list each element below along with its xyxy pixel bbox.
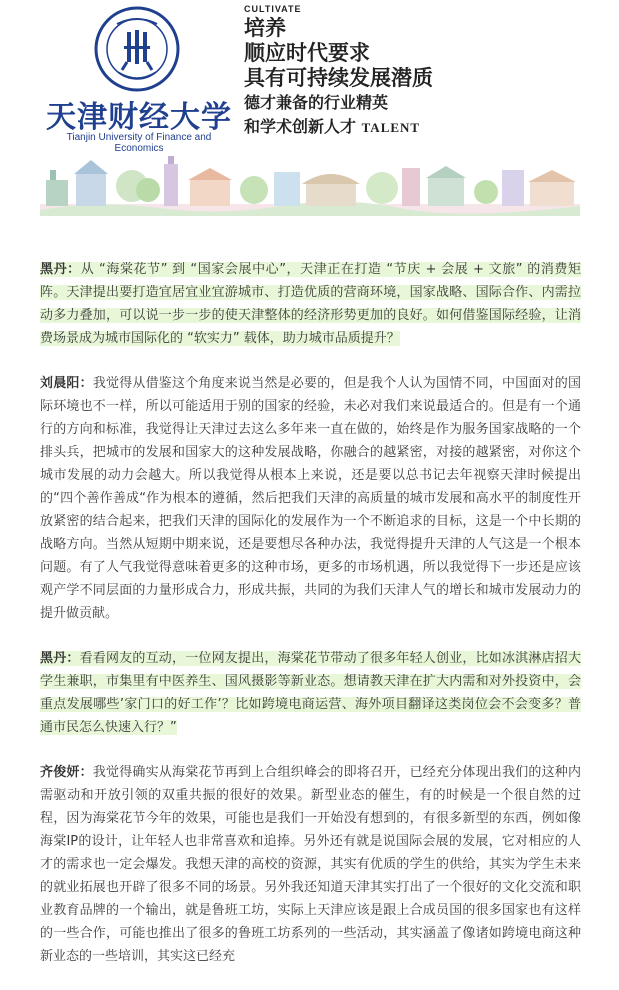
slogan-line-5 (244, 115, 614, 140)
paragraph-3 (40, 647, 581, 739)
slogan-line-5-text: 和学术创新人才 (244, 117, 357, 136)
paragraph-4 (40, 761, 581, 968)
city-skyline-illustration (40, 150, 580, 216)
paragraph-text: 我觉得从借鉴这个角度来说当然是必要的，但是我个人认为国情不同，中国面对的国际环境也不一样，所以可能适用于别的国家的经验，未必对我们来说最适合的。但是有一个通行的方向和标准，我觉得让天津过去这么多年来一直在做的，始终是作为服务国家战略的一个排头兵，把城市的发展和国家大的这种发展战略，你融合的越紧密，对接的越紧密，对你这个城市发展的动力会越大。所以我觉得从根本上来说，还是要以总书记去年视察天津时候提出的“四个善作善成“作为根本的遵循，然后把我们天津的高质量的城市发展和高水平的制度性开放紧密的结合起来，把我们天津的国际化的发展作为一个不断追求的目标，这是一个中长期的战略方向。当然从短期中期来说，还是要想尽各种办法，我觉得提升天津的人气这是一个根本问题。有了人气我觉得意味着更多的这种市场，更多的市场机遇，所以我觉得下一步还是应该观产学不同层面的力量形成合力，形成共振，共同的为我们天津人气的增长和城市发展动力的提升做贡献。 (40, 376, 581, 621)
talent-label: TALENT (361, 120, 421, 135)
paragraph-3-highlight (40, 651, 581, 735)
paragraph-1 (40, 258, 581, 350)
speaker-name: 黑丹： (40, 651, 80, 666)
university-logo (44, 6, 234, 154)
paragraph-text: 我觉得确实从海棠花节再到上合组织峰会的即将召开，已经充分体现出我们的这种内需驱动和开放引领的双重共振的很好的效果。新型业态的催生，有的时候是一个很自然的过程，因为海棠花节今年的效果，可能也是我们一开始没有想到的，有很多新型的东西，例如像海棠IP的设计，让年轻人也非常喜欢和追捧。另外还有就是说国际会展的发展，它对相应的人才的需求也一定会爆发。我想天津的高校的资源，其实有优质的学生的供给，其实为学生未来的就业拓展也开辟了很多不同的场景。另外我还知道天津其实打出了一个很好的文化交流和职业教育品牌的一个输出，就是鲁班工坊，实际上天津应该是跟上合成员国的很多国家也有这样的一些合作，可能也推出了很多的鲁班工坊系列的一些活动，其实涵盖了像诸如跨境电商这种新业态的一些培训，其实这已经充 (40, 765, 581, 964)
paragraph-1-highlight (40, 262, 581, 346)
speaker-name: 刘晨阳： (40, 376, 93, 391)
paragraph-2 (40, 372, 581, 625)
cultivate-label: CULTIVATE (244, 4, 302, 14)
speaker-name: 黑丹： (40, 262, 81, 277)
slogan-line-3: 具有可持续发展潜质 (244, 66, 433, 90)
university-name-en: Tianjin University of Finance and Economics (66, 132, 212, 154)
slogan-line-2: 顺应时代要求 (244, 41, 370, 65)
interview-article (40, 258, 581, 990)
paragraph-text: 从 “海棠花节” 到 “国家会展中心”，天津正在打造 “节庆 + 会展 + 文旅” 的消费矩阵。天津提出要打造宜居宜业宜游城市、打造优质的营商环境，国家战略、国际合作、内需拉动多力叠加，可以说一步一步的使天津整体的经济形势更加的良好。如何借鉴国际经验，让消费场景成为城市国际化的 “软实力” 载体，助力城市品质提升？ (40, 262, 581, 346)
university-seal-icon (94, 6, 180, 92)
slogan-line-1: 培养 (244, 16, 286, 40)
university-name-cn: 天津财经大学 (46, 100, 232, 135)
slogan-block (244, 4, 614, 140)
paragraph-text: 看看网友的互动，一位网友提出，海棠花节带动了很多年轻人创业，比如冰淇淋店招大学生兼职，市集里有中医养生、国风摄影等新业态。想请教天津在扩大内需和对外投资中，会重点发展哪些’家门口的好工作’？比如跨境电商运营、海外项目翻译这类岗位会不会变多？普通市民怎么快速入行？” (40, 651, 581, 735)
speaker-name: 齐俊妍： (40, 765, 93, 780)
header-banner (0, 0, 619, 220)
slogan-line-4: 德才兼备的行业精英 (244, 93, 389, 112)
